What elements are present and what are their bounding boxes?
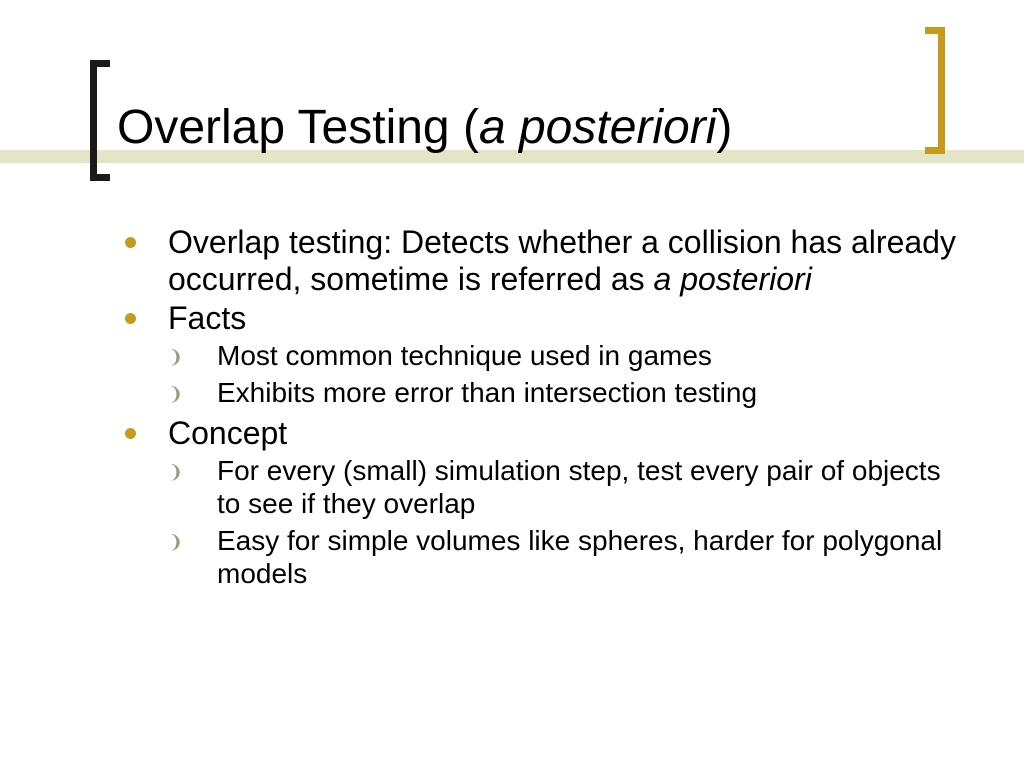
sub-bullet-icon: ❩ (168, 532, 184, 553)
bullet-text: Facts (168, 300, 247, 336)
bullet-icon (125, 237, 136, 248)
bullet-italic-text: a posteriori (653, 261, 812, 297)
bullet-text: Overlap testing: Detects whether a collision has already occurred, sometime is referred as (168, 224, 956, 297)
sub-bullet-item (118, 376, 958, 409)
sub-bullet-text: Easy for simple volumes like spheres, harder for polygonal models (217, 525, 943, 589)
bullet-text: Concept (168, 415, 288, 451)
sub-bullet-text: Most common technique used in games (217, 340, 712, 371)
sub-bullet-icon: ❩ (168, 384, 184, 405)
bullet-item-overlap-testing (118, 224, 958, 298)
sub-bullet-text: For every (small) simulation step, test every pair of objects to see if they overlap (217, 455, 941, 519)
title-suffix: ) (716, 101, 733, 154)
bullet-icon (125, 428, 136, 439)
slide-title (117, 98, 732, 158)
right-bracket-decoration (925, 27, 945, 154)
sub-bullet-icon: ❩ (168, 347, 184, 368)
sub-bullet-text: Exhibits more error than intersection testing (217, 377, 758, 408)
bullet-item-concept (118, 415, 958, 452)
left-bracket-decoration (90, 60, 110, 181)
sub-bullet-icon: ❩ (168, 462, 184, 483)
bullet-icon (125, 313, 136, 324)
bullet-item-facts (118, 300, 958, 337)
sub-bullet-item (118, 339, 958, 372)
title-prefix: Overlap Testing ( (117, 101, 479, 154)
sub-bullet-item (118, 454, 958, 520)
title-italic: a posteriori (478, 101, 717, 154)
sub-bullet-item (118, 524, 958, 590)
bullet-list (118, 224, 958, 594)
